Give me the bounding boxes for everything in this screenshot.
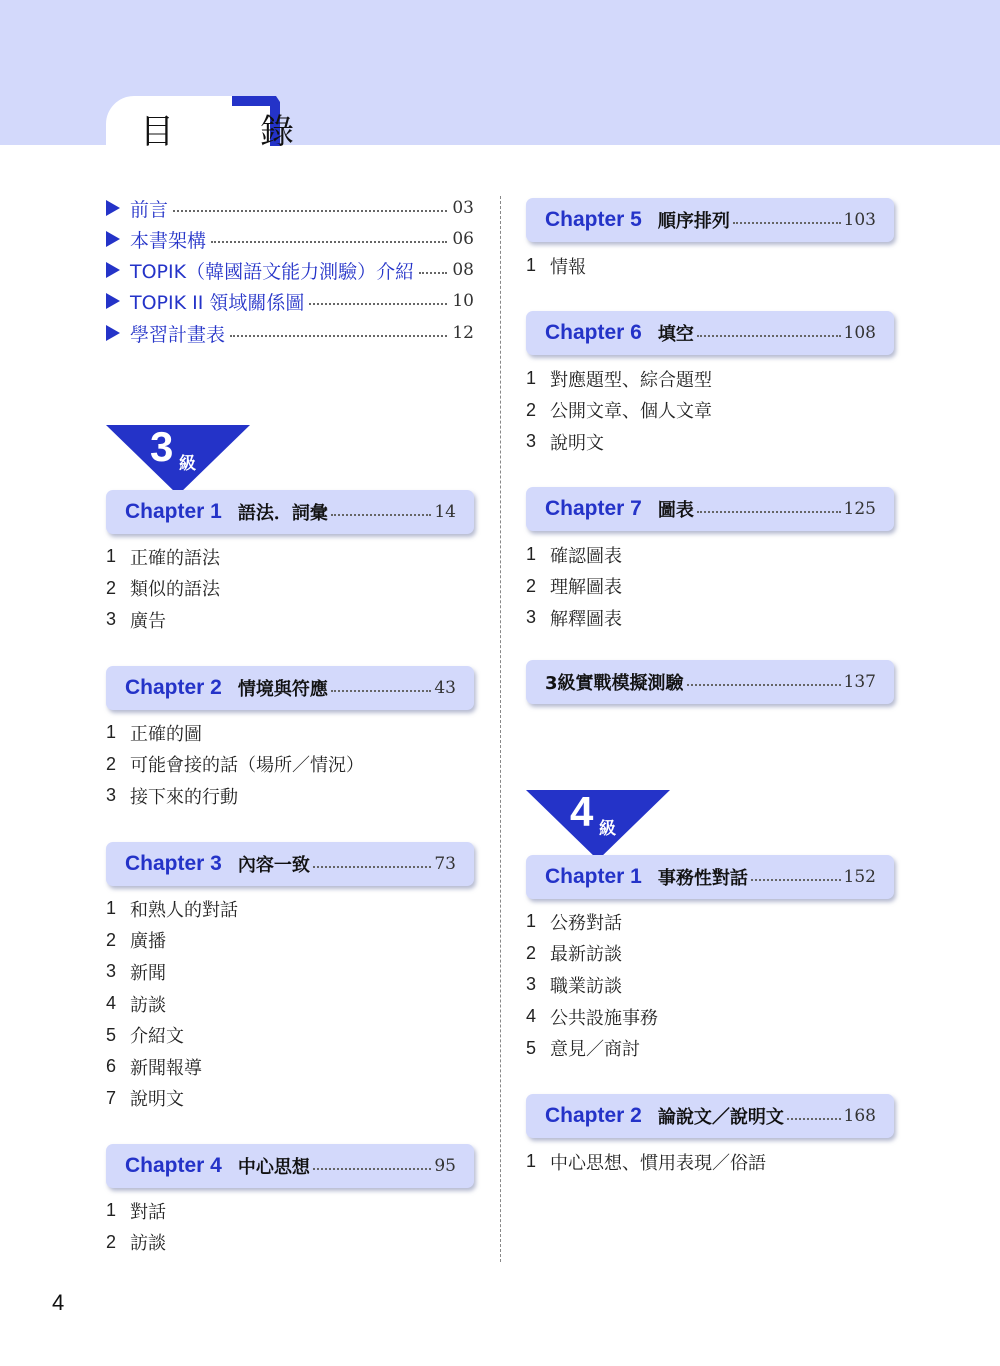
chapter-header[interactable]: [526, 1094, 894, 1138]
chapter-page: 125: [843, 499, 876, 519]
mock-exam-title: 3級實戰模擬測驗: [545, 673, 684, 694]
intro-page: 12: [452, 323, 474, 343]
intro-label: 本書架構: [130, 229, 207, 252]
chapter-item-list: [526, 363, 712, 458]
list-item[interactable]: 1 中心思想、慣用表現／俗語: [526, 1151, 766, 1174]
dot-leader: [211, 241, 447, 243]
dot-leader: [697, 335, 841, 337]
chapter-page: 43: [434, 678, 456, 698]
list-item[interactable]: 4 訪談: [106, 993, 166, 1016]
level-4-badge: [526, 790, 670, 860]
triangle-bullet-icon: [106, 231, 120, 247]
chapter-page: 152: [843, 867, 876, 887]
chapter-item-list: [526, 250, 586, 282]
list-item[interactable]: 2 公開文章、個人文章: [526, 399, 712, 423]
chapter-item-list: [106, 1195, 166, 1258]
dot-leader: [419, 272, 447, 274]
intro-label: TOPIK（韓國語文能力測驗）介紹: [130, 260, 415, 283]
level-suffix: 級: [179, 454, 196, 474]
chapter-title: 圖表: [657, 500, 694, 521]
page-title: 目 錄: [140, 112, 320, 152]
list-item[interactable]: 1 公務對話: [526, 911, 622, 934]
triangle-bullet-icon: [106, 200, 120, 216]
chapter-page: 108: [843, 323, 876, 343]
dot-leader: [173, 210, 447, 212]
chapter-item-list: [526, 906, 658, 1064]
list-item[interactable]: 1 確認圖表: [526, 544, 622, 567]
list-item[interactable]: 2 訪談: [106, 1231, 166, 1255]
column-divider: [500, 196, 501, 1262]
dot-leader: [309, 303, 447, 305]
page-number: 4: [52, 1290, 65, 1315]
chapter-header[interactable]: [106, 490, 474, 534]
intro-label: 前言: [130, 198, 169, 221]
list-item[interactable]: 3 接下來的行動: [106, 785, 238, 808]
chapter-header[interactable]: [106, 842, 474, 886]
chapter-page: 14: [434, 502, 456, 522]
chapter-item-list: [106, 541, 220, 636]
intro-entry[interactable]: [106, 224, 474, 254]
intro-label: 學習計畫表: [130, 323, 226, 346]
list-item[interactable]: 4 公共設施事務: [526, 1006, 658, 1029]
chapter-title: 中心思想: [237, 1157, 310, 1178]
chapter-label: Chapter 5: [545, 208, 642, 231]
list-item[interactable]: 3 新聞: [106, 961, 166, 984]
list-item[interactable]: 1 正確的圖: [106, 722, 202, 745]
level-number: 3: [150, 423, 174, 470]
chapter-title: 情境與符應: [237, 679, 328, 700]
intro-page: 08: [452, 260, 474, 280]
chapter-title: 語法．詞彙: [237, 503, 328, 524]
list-item[interactable]: 2 最新訪談: [526, 942, 622, 966]
dot-leader: [230, 335, 447, 337]
triangle-badge-icon: [526, 790, 670, 860]
list-item[interactable]: 1 對應題型、綜合題型: [526, 368, 712, 391]
dot-leader: [787, 1118, 841, 1120]
chapter-page: 95: [434, 1156, 456, 1176]
list-item[interactable]: 5 介紹文: [106, 1024, 184, 1048]
chapter-header[interactable]: [526, 487, 894, 531]
chapter-header[interactable]: [526, 198, 894, 242]
chapter-header[interactable]: [526, 311, 894, 355]
chapter-title: 論說文／說明文: [657, 1107, 784, 1128]
dot-leader: [751, 879, 841, 881]
chapter-item-list: [106, 717, 364, 812]
list-item[interactable]: 2 理解圖表: [526, 575, 622, 599]
chapter-item-list: [526, 1146, 766, 1178]
level-number: 4: [570, 788, 594, 835]
chapter-title: 事務性對話: [657, 868, 748, 889]
triangle-bullet-icon: [106, 262, 120, 278]
chapter-title: 填空: [657, 324, 694, 345]
chapter-title: 內容一致: [237, 855, 310, 876]
intro-entry[interactable]: [106, 193, 474, 223]
list-item[interactable]: 7 說明文: [106, 1087, 184, 1111]
chapter-title: 順序排列: [657, 211, 730, 232]
list-item[interactable]: 6 新聞報導: [106, 1056, 202, 1079]
chapter-header[interactable]: [526, 855, 894, 899]
level-suffix: 級: [599, 819, 616, 839]
mock-exam-header[interactable]: [526, 660, 894, 704]
chapter-header[interactable]: [106, 1144, 474, 1188]
list-item[interactable]: 2 類似的語法: [106, 577, 220, 601]
list-item[interactable]: 3 廣告: [106, 609, 166, 632]
chapter-label: Chapter 2: [545, 1104, 642, 1127]
triangle-bullet-icon: [106, 325, 120, 341]
intro-page: 10: [452, 291, 474, 311]
list-item[interactable]: 2 廣播: [106, 929, 166, 953]
chapter-label: Chapter 2: [125, 676, 222, 699]
mock-exam-page: 137: [843, 672, 876, 692]
list-item[interactable]: 3 解釋圖表: [526, 607, 622, 630]
chapter-label: Chapter 6: [545, 321, 642, 344]
list-item[interactable]: 1 和熟人的對話: [106, 898, 238, 921]
chapter-page: 103: [843, 210, 876, 230]
chapter-label: Chapter 1: [125, 500, 222, 523]
list-item[interactable]: 5 意見／商討: [526, 1037, 640, 1061]
triangle-badge-icon: [106, 425, 250, 495]
intro-entry[interactable]: [106, 318, 474, 348]
dot-leader: [733, 222, 841, 224]
intro-page: 06: [452, 229, 474, 249]
intro-entry[interactable]: [106, 286, 474, 316]
list-item[interactable]: 1 正確的語法: [106, 546, 220, 569]
chapter-header[interactable]: [106, 666, 474, 710]
dot-leader: [313, 1168, 432, 1170]
triangle-bullet-icon: [106, 293, 120, 309]
chapter-label: Chapter 1: [545, 865, 642, 888]
chapter-label: Chapter 4: [125, 1154, 222, 1177]
dot-leader: [331, 514, 432, 516]
chapter-label: Chapter 3: [125, 852, 222, 875]
dot-leader: [697, 511, 841, 513]
level-3-badge: [106, 425, 250, 495]
chapter-label: Chapter 7: [545, 497, 642, 520]
list-item[interactable]: 1 對話: [106, 1200, 166, 1223]
chapter-item-list: [106, 893, 238, 1114]
list-item[interactable]: 3 說明文: [526, 431, 604, 454]
chapter-item-list: [526, 539, 622, 634]
chapter-page: 168: [843, 1106, 876, 1126]
dot-leader: [331, 690, 432, 692]
list-item[interactable]: 2 可能會接的話（場所／情況）: [106, 753, 364, 777]
intro-page: 03: [452, 198, 474, 218]
dot-leader: [313, 866, 432, 868]
dot-leader: [687, 684, 841, 686]
chapter-page: 73: [434, 854, 456, 874]
intro-label: TOPIK II 領域關係圖: [130, 291, 305, 314]
intro-entry[interactable]: [106, 255, 474, 285]
list-item[interactable]: 1 情報: [526, 255, 586, 278]
list-item[interactable]: 3 職業訪談: [526, 974, 622, 997]
